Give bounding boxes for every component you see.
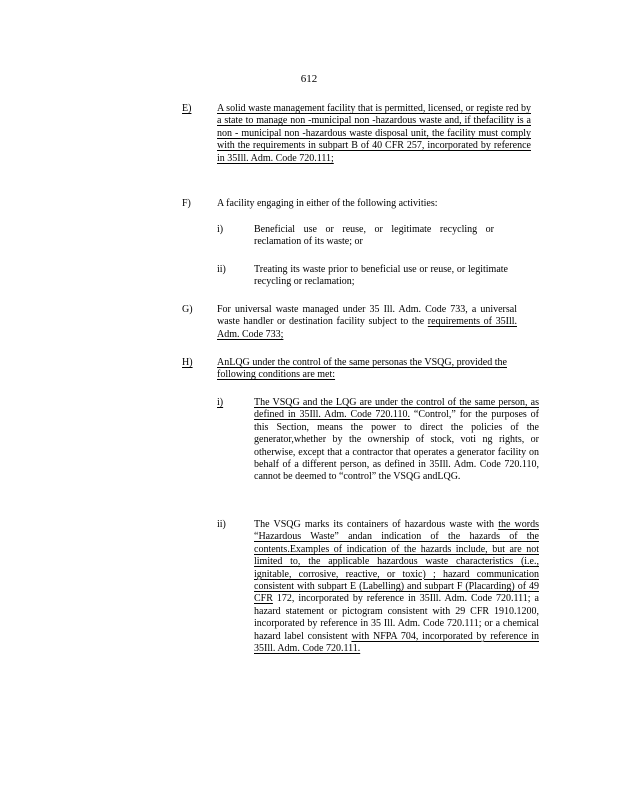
item-h-i-text <box>254 397 539 484</box>
item-g-text-plain: For universal waste managed under 35 Ill. Adm. Code 733, a universal waste handler or destination facility subject to the <box>217 304 517 328</box>
item-f-i-marker: i) <box>217 224 224 235</box>
item-h-i-text-plain: “Control,” for the purposes of this Section, means the power to direct the policies of the generator,whether by the ownership of stock, voti ng rights, or otherwise, except that a contractor that operates a generator facility on behalf of a different person, as defined in 35Ill. Adm. Code 720.110, cannot be deemed to “control” the VSQG andLQG. <box>254 409 539 483</box>
item-h-marker: H) <box>182 357 193 368</box>
item-h-i-text-underlined: The VSQG and the LQG are under the control of the same person, as defined in 35Ill. Adm. Code 720.110. <box>254 397 539 421</box>
item-g-text <box>217 304 517 341</box>
item-h-ii-marker: ii) <box>217 519 226 530</box>
item-f-text: A facility engaging in either of the following activities: <box>217 198 438 209</box>
item-e-text: A solid waste management facility that is permitted, licensed, or registe red by a state to manage non -municipal non -hazardous waste and, if thefacility is a non - municipal non -hazardous waste disposal unit, the facility must comply with the requirements in subpart B of 40 CFR 257, incorporated by reference in 35Ill. Adm. Code 720.111; <box>217 103 531 164</box>
item-f-ii-text: Treating its waste prior to beneficial use or reuse, or legitimate recycling or reclamation; <box>254 264 508 288</box>
item-h-ii-text-plain: The VSQG marks its containers of hazardous waste with <box>254 519 495 530</box>
item-f-marker: F) <box>182 198 191 209</box>
item-h-ii-text <box>254 519 539 655</box>
item-h-text: AnLQG under the control of the same personas the VSQG, provided the following conditions are met: <box>217 357 507 381</box>
item-h-ii-text-underlined: the words “Hazardous Waste” andan indication of the hazards of the contents.Examples of indication of the hazards include, but are not limited to, the applicable hazardous waste characteristics (i.e., ignitable, corrosive, reactive, or toxic) ; hazard communication consistent with subpart E (Labelling) and subpart F (Placarding) of 49 CFR <box>254 519 539 605</box>
item-g-text-underlined: requirements of 35Ill. Adm. Code 733; <box>217 316 518 340</box>
item-f-i-text: Beneficial use or reuse, or legitimate recycling or reclamation of its waste; or <box>254 224 494 248</box>
item-f-ii-marker: ii) <box>217 264 226 275</box>
item-g-marker: G) <box>182 304 193 315</box>
page-number: 612 <box>300 73 318 85</box>
item-h-ii-text-underlined-2: with NFPA 704, incorporated by reference in 35Ill. Adm. Code 720.111. <box>254 630 540 655</box>
item-h-i-marker: i) <box>217 397 224 408</box>
item-e-marker: E) <box>182 103 192 114</box>
item-h-ii-text-plain-2: 172, incorporated by reference in 35Ill. Adm. Code 720.111; a hazard statement or pictogram consistent with 29 CFR 1910.1200, incorporated by reference in 35 Ill. Adm. Code 720.111; or a chemical hazard label consistent <box>254 593 539 642</box>
